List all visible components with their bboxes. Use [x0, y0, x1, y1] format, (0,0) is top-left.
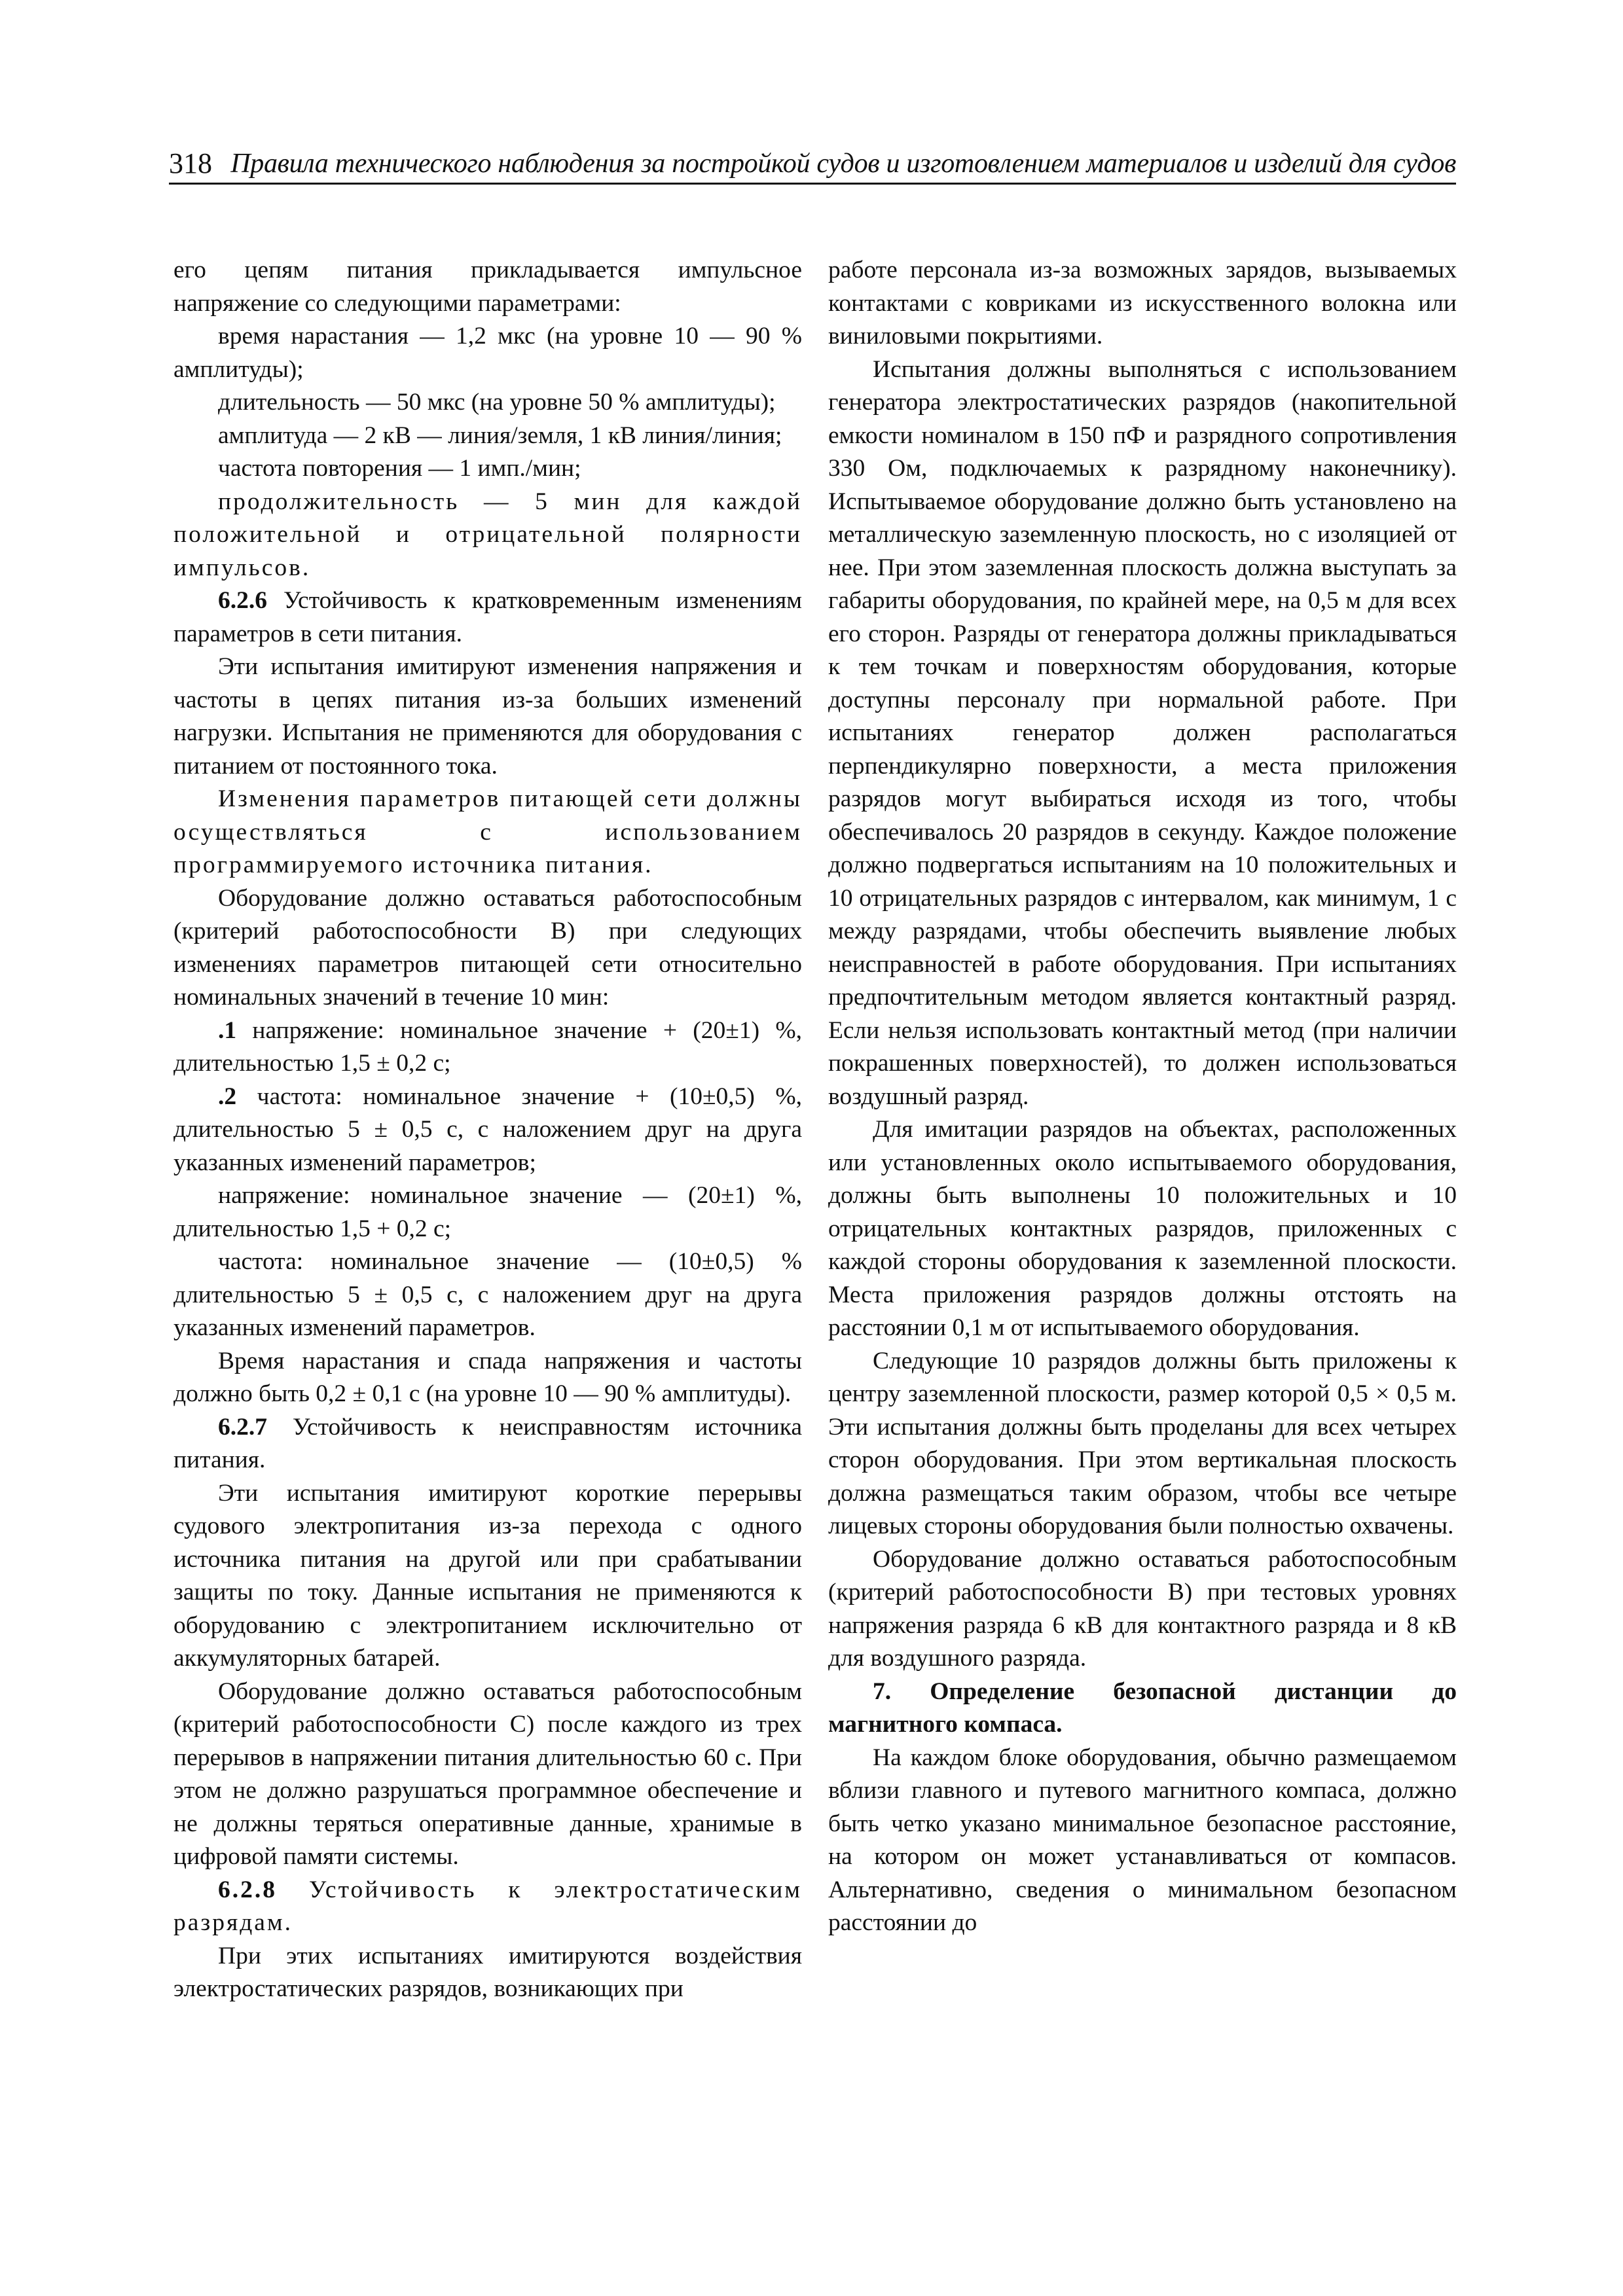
paragraph — [173, 386, 802, 420]
clause-number: 6.2.8 — [218, 1876, 277, 1903]
paragraph — [828, 254, 1457, 353]
paragraph — [828, 1113, 1457, 1345]
paragraph-text: Устойчивость к неисправностям источника питания. — [173, 1413, 803, 1473]
paragraph-text: Устойчивость к кратковременным изменениям параметров в сети питания. — [173, 587, 802, 647]
clause-number: .1 — [218, 1016, 237, 1044]
paragraph-text: При этих испытаниях имитируются воздействия электростатических разрядов, возникающих при — [173, 1942, 802, 2002]
clause-number: 6.2.6 — [218, 587, 267, 614]
paragraph-text: 7. Определение безопасной дистанции до магнитного компаса. — [828, 1677, 1457, 1738]
paragraph — [173, 1246, 802, 1345]
paragraph-text: длительность — 50 мкс (на уровне 50 % амплитуды); — [218, 389, 776, 416]
paragraph — [173, 1345, 802, 1411]
paragraph — [828, 1742, 1457, 1940]
paragraph-text: Время нарастания и спада напряжения и частоты должно быть 0,2 ± 0,1 с (на уровне 10 — 90 % амплитуды). — [173, 1347, 802, 1407]
paragraph-text: Изменения параметров питающей сети должны осуществляться с использованием программируемого источника питания. — [173, 785, 802, 878]
paragraph-text: Эти испытания имитируют изменения напряжения и частоты в цепях питания из-за больших изменений нагрузки. Испытания не применяются для оборудования с питанием от постоянного тока. — [173, 653, 802, 780]
page-header — [169, 141, 1456, 183]
paragraph-text: его цепям питания прикладывается импульсное напряжение со следующими параметрами: — [173, 257, 802, 317]
paragraph — [173, 1940, 802, 2006]
paragraph-text: Оборудование должно оставаться работоспособным (критерий работоспособности В) при следующих изменениях параметров питающей сети относительно номинальных значений в течение 10 мин: — [173, 884, 802, 1011]
clause-number: .2 — [218, 1083, 237, 1110]
paragraph-text: частота повторения — 1 имп./мин; — [218, 455, 581, 482]
paragraph-text: Для имитации разрядов на объектах, расположенных или установленных около испытываемого оборудования, должны быть выполнены 10 положительных и 10 отрицательных контактных разрядов, приложенных с каждой стороны оборудования к заземленной плоскости. Места приложения разрядов должны отстоять на расстоянии 0,1 м от испытываемого оборудования. — [828, 1116, 1457, 1341]
paragraph-text: продолжительность — 5 мин для каждой положительной и отрицательной полярности импульсов. — [173, 488, 802, 581]
paragraph — [173, 420, 802, 453]
running-title: Правила технического наблюдения за постройкой судов и изготовлением материалов и изделий для судов — [230, 149, 1456, 179]
paragraph — [828, 1345, 1457, 1543]
right-column — [828, 254, 1457, 1940]
paragraph — [173, 452, 802, 486]
left-column — [173, 254, 802, 2006]
clause-number: 6.2.7 — [218, 1413, 267, 1441]
paragraph — [173, 1179, 802, 1246]
section-heading — [828, 1676, 1457, 1742]
paragraph-text: Оборудование должно оставаться работоспособным (критерий работоспособности В) при тестовых уровнях напряжения разряда 6 кВ для контактного разряда и 8 кВ для воздушного разряда. — [828, 1545, 1457, 1672]
paragraph-text: Испытания должны выполняться с использованием генератора электростатических разрядов (накопительной емкости номиналом в 150 пФ и разрядного сопротивления 330 Ом, подключаемых к разрядному наконечнику). Испытываемое оборудование должно быть установлено на металлическую заземленную плоскость, но с изоляцией от нее. При этом заземленная плоскость должна выступать за габариты оборудования, по крайней мере, на 0,5 м для всех его сторон. Разряды от генератора должны прикладываться к тем точкам и поверхностям оборудования, которые доступны персоналу при нормальной работе. При испытаниях генератор должен располагаться перпендикулярно поверхности, а места приложения разрядов могут выбираться исходя из того, чтобы обеспечивалось 20 разрядов в секунду. Каждое положение должно подвергаться испытаниям на 10 положительных и 10 отрицательных разрядов с интервалом, как минимум, 1 с между разрядами, чтобы обеспечить выявление любых неисправностей в работе оборудования. При испытаниях предпочтительным методом является контактный разряд. Если нельзя использовать контактный метод (при наличии покрашенных поверхностей), то должен использоваться воздушный разряд. — [828, 355, 1457, 1110]
paragraph — [173, 320, 802, 386]
paragraph-text: время нарастания — 1,2 мкс (на уровне 10 — 90 % амплитуды); — [173, 323, 802, 383]
paragraph-text: Эти испытания имитируют короткие перерывы судового электропитания из-за перехода с одного источника питания на другой или при срабатывании защиты по току. Данные испытания не применяются к оборудованию с электропитанием исключительно от аккумуляторных батарей. — [173, 1479, 802, 1672]
paragraph — [173, 1081, 802, 1180]
paragraph — [173, 584, 802, 651]
paragraph — [173, 1014, 802, 1081]
paragraph-text: амплитуда — 2 кВ — линия/земля, 1 кВ линия/линия; — [218, 422, 782, 449]
paragraph — [828, 1543, 1457, 1676]
paragraph-text: На каждом блоке оборудования, обычно размещаемом вблизи главного и путевого магнитного компаса, должно быть четко указано минимальное безопасное расстояние, на котором он может устанавливаться от компасов. Альтернативно, сведения о минимальном безопасном расстоянии до — [828, 1744, 1457, 1936]
paragraph — [173, 1874, 802, 1940]
paragraph — [173, 651, 802, 783]
paragraph-text: напряжение: номинальное значение — (20±1) %, длительностью 1,5 + 0,2 с; — [173, 1182, 802, 1242]
paragraph-text: частота: номинальное значение — (10±0,5) % длительностью 5 ± 0,5 с, с наложением друг на друга указанных изменений параметров. — [173, 1248, 802, 1341]
paragraph-text: Устойчивость к электростатическим разрядам. — [173, 1876, 802, 1936]
paragraph-text: напряжение: номинальное значение + (20±1) %, длительностью 1,5 ± 0,2 с; — [173, 1016, 802, 1077]
paragraph-text: частота: номинальное значение + (10±0,5) %, длительностью 5 ± 0,5 с, с наложением друг на друга указанных изменений параметров; — [173, 1083, 803, 1176]
paragraph — [173, 1411, 802, 1477]
header-rule — [169, 183, 1456, 185]
paragraph-text: Оборудование должно оставаться работоспособным (критерий работоспособности С) после каждого из трех перерывов в напряжении питания длительностью 60 с. При этом не должно разрушаться программное обеспечение и не должны теряться оперативные данные, хранимые в цифровой памяти системы. — [173, 1677, 802, 1870]
page-number: 318 — [169, 147, 212, 179]
paragraph — [173, 783, 802, 882]
paragraph — [173, 486, 802, 585]
paragraph — [173, 1676, 802, 1874]
paragraph — [173, 254, 802, 320]
paragraph — [828, 353, 1457, 1114]
paragraph — [173, 1477, 802, 1676]
paragraph-text: работе персонала из-за возможных зарядов, вызываемых контактами с ковриками из искусственного волокна или виниловыми покрытиями. — [828, 257, 1457, 350]
paragraph-text: Следующие 10 разрядов должны быть приложены к центру заземленной плоскости, размер которой 0,5 × 0,5 м. Эти испытания должны быть проделаны для всех четырех сторон оборудования. При этом вертикальная плоскость должна размещаться таким образом, чтобы все четыре лицевых стороны оборудования были полностью охвачены. — [828, 1347, 1457, 1539]
paragraph — [173, 882, 802, 1014]
